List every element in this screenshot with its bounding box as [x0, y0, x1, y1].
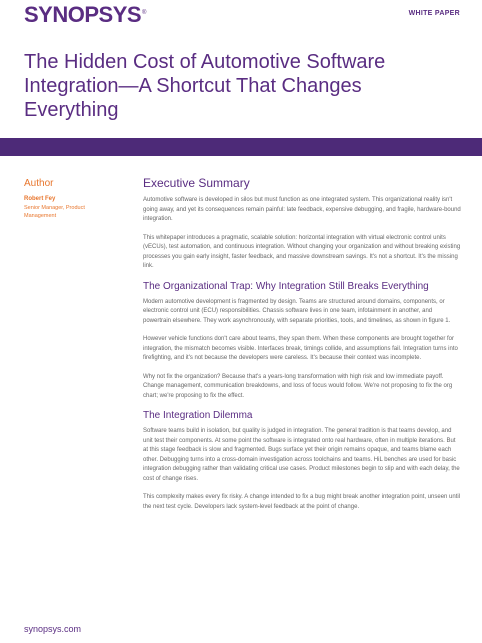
- document-type-label: WHITE PAPER: [408, 10, 460, 17]
- footer-url[interactable]: synopsys.com: [24, 624, 82, 634]
- paragraph: Why not fix the organization? Because that's a years-long transformation with high risk and low immediate payoff. Change management, communication breakdowns, and loss of focus would follow. We're not proposing to fix the org chart; we're proposing to fix the effect.: [143, 373, 453, 399]
- main-content: [143, 176, 461, 521]
- author-heading: Author: [24, 178, 54, 189]
- section-integration-dilemma: [143, 410, 461, 512]
- paragraph: This complexity makes every fix risky. A change intended to fix a bug might break another integration point, unseen until the next test cycle. Developers lack system-level feedback at the point of change.: [143, 494, 461, 510]
- paragraph: However vehicle functions don't care about teams, they span them. When these components are brought together for integration, the mismatch becomes visible. Interfaces break, timings collide, and assumptions fail. Integration turns into firefighting, and it's not because the developers were careless. It's because their context was incomplete.: [143, 336, 458, 361]
- author-role: Senior Manager, Product Management: [24, 205, 85, 219]
- section-heading: The Integration Dilemma: [143, 410, 253, 421]
- section-heading: The Organizational Trap: Why Integration Still Breaks Everything: [143, 280, 429, 292]
- registered-mark: ®: [142, 9, 146, 16]
- header-divider-band: [0, 138, 482, 156]
- section-heading: Executive Summary: [143, 176, 250, 190]
- logo-text: SYNOPSYS: [24, 2, 142, 27]
- section-organizational-trap: [143, 281, 461, 402]
- paragraph: This whitepaper introduces a pragmatic, scalable solution: horizontal integration with virtual electronic control units (vECUs), test automation, and continuous integration. Without changing your organization and without breaking existing processes you gain early insight, faster feedback, and massive downstream savings. It's not a shortcut. It's the missing link.: [143, 234, 461, 269]
- author-name: Robert Fey: [24, 196, 56, 202]
- paragraph: Automotive software is developed in silos but must function as one integrated system. This organizational reality isn't going away, and yet its consequences remain painful: late feedback, expensive debugging, and fragile, hardware-bound integration.: [143, 197, 461, 222]
- paragraph: Modern automotive development is fragmented by design. Teams are structured around domains, components, or electronic control unit (ECU) responsibilities. Chassis software lives in one team, infotainment in another, and powertrain elsewhere. They work asynchronously, with separate priorities, tools, and timelines, as shown in figure 1.: [143, 298, 451, 324]
- section-executive-summary: [143, 176, 461, 272]
- author-sidebar: [24, 178, 124, 220]
- page-title: The Hidden Cost of Automotive Software Integration—A Shortcut That Changes Everything: [24, 51, 386, 121]
- synopsys-logo: [24, 2, 146, 28]
- paragraph: Software teams build in isolation, but quality is judged in integration. The general tradition is that teams develop, and unit test their components. At some point the software is integrated onto real hardware, often in multiple iterations. But at this stage feedback is slow and fragmented. Bugs surface yet their origin remains opaque, and teams blame each other. Debugging turns into a cross-domain investigation across toolchains and teams. HiL benches are used for basic integration debugging rather than validating critical use cases. Product milestones begin to slip and with each delay, the cost of change rises.: [143, 428, 460, 482]
